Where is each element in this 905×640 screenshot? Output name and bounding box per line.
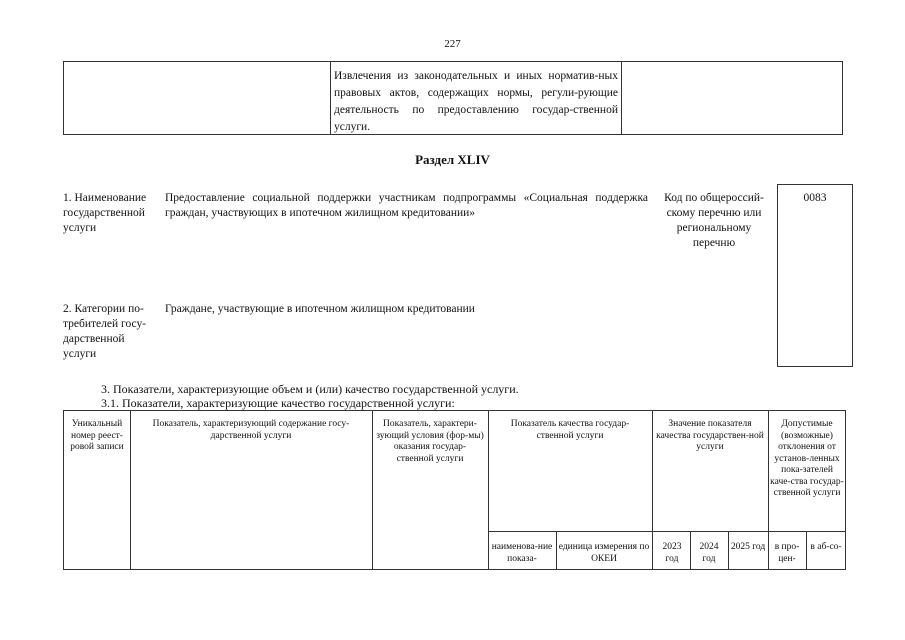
table-divider (130, 411, 131, 569)
code-box (777, 184, 853, 367)
code-value: 0083 (803, 192, 827, 204)
table-divider (372, 411, 373, 569)
subheader-year-2024: 2024 год (699, 542, 719, 564)
consumers-value: Граждане, участвующие в ипотечном жилищном кредитовании (165, 303, 475, 315)
header-record-number: Уникальный номер реест-ровой записи (70, 419, 124, 452)
table-divider (330, 62, 331, 134)
top-table (63, 61, 843, 135)
table-divider (690, 531, 691, 569)
heading-3: 3. Показатели, характеризующие объем и (или) качество государственной услуги. (101, 382, 519, 396)
subheader-unit: единица измерения по ОКЕИ (558, 542, 650, 564)
indicators-table (63, 410, 846, 570)
subheader-absolute: в аб-со- (810, 542, 842, 552)
service-name-value: Предоставление социальной поддержки участникам подпрограммы «Социальная поддержка граждан, участвующих в ипотечном жилищном кредитовании» (165, 192, 648, 219)
table-divider (488, 411, 489, 569)
table-divider (488, 531, 846, 532)
page-number: 227 (444, 38, 461, 50)
code-label: Код по общероссий-скому перечню или региональному перечню (664, 192, 764, 249)
service-name-label: 1. Наименование государственной услуги (63, 192, 147, 234)
header-content-indicator: Показатель, характеризующий содержание госу-дарственной услуги (152, 419, 350, 441)
heading-3-1: 3.1. Показатели, характеризующие качество государственной услуги: (101, 396, 455, 410)
subheader-year-2023: 2023 год (662, 542, 682, 564)
table-divider (556, 531, 557, 569)
header-allowed-deviation: Допустимые (возможные) отклонения от установ-ленных пока-зателей каче-ства государ-ственной услуги (770, 419, 844, 498)
table-divider (621, 62, 622, 134)
header-indicator-value: Значение показателя качества государствен-ной услуги (656, 419, 764, 452)
subheader-name: наименова-ние показа- (491, 542, 553, 564)
subheader-percent: в про-цен- (774, 542, 800, 564)
section-title: Раздел XLIV (415, 152, 490, 167)
table-divider (806, 531, 807, 569)
legal-extracts-text: Извлечения из законодательных и иных норматив-ных правовых актов, содержащих нормы, регули-рующие деятельность по предоставлению государ-ственной услуги. (334, 70, 618, 133)
header-quality-indicator: Показатель качества государ-ственной услуги (510, 419, 630, 441)
consumers-label: 2. Категории по-требителей госу-дарственной услуги (63, 303, 147, 360)
table-divider (728, 531, 729, 569)
subheader-year-2025: 2025 год (730, 542, 766, 552)
header-conditions-indicator: Показатель, характери-зующий условия (фор-мы) оказания государ-ственной услуги (376, 419, 484, 464)
table-divider (652, 411, 653, 569)
